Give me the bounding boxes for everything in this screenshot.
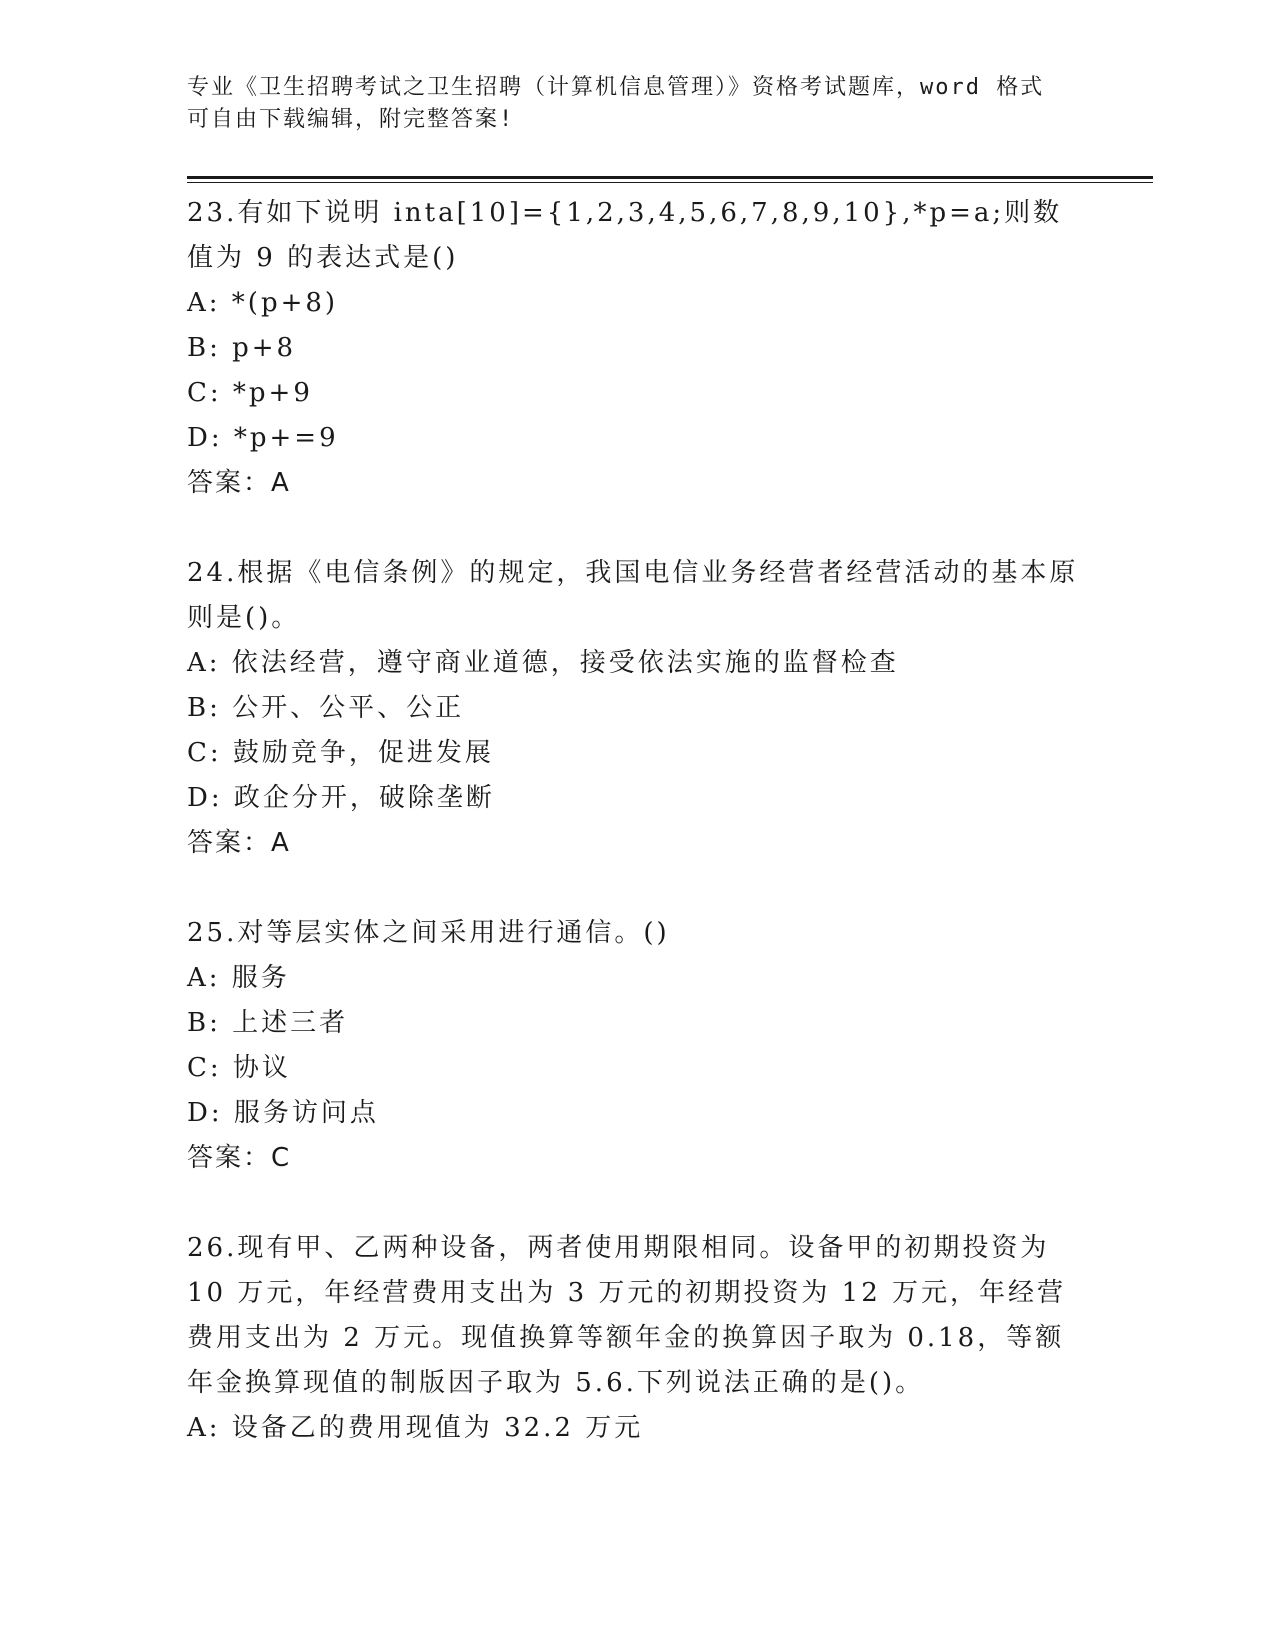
answer: 答案：A — [187, 828, 291, 858]
question-stem: 26.现有甲、乙两种设备，两者使用期限相同。设备甲的初期投资为 10 万元，年经营费用支出为 3 万元的初期投资为 12 万元，年经营费用支出为 2 万元。现值换算等额年金的换算因子取为 0.18，等额年金换算现值的制版因子取为 5.6.下列说法正确的是()。 — [187, 1233, 1067, 1398]
question-stem: 25.对等层实体之间采用进行通信。() — [187, 918, 670, 948]
option-c: C: *p+9 — [187, 378, 313, 408]
option-a: A: 服务 — [187, 963, 290, 993]
option-b: B: 上述三者 — [187, 1008, 349, 1038]
header-title-line-1: 专业《卫生招聘考试之卫生招聘（计算机信息管理）》资格考试题库，word 格式 — [187, 75, 1045, 100]
header-divider-thick — [187, 176, 1153, 179]
question-23 — [187, 191, 1087, 506]
option-c: C: 鼓励竞争，促进发展 — [187, 738, 494, 768]
question-stem: 23.有如下说明 inta[10]={1,2,3,4,5,6,7,8,9,10},*p=a;则数值为 9 的表达式是() — [187, 198, 1063, 273]
option-a: A: 依法经营，遵守商业道德，接受依法实施的监督检查 — [187, 648, 899, 678]
option-d: D: *p+=9 — [187, 423, 339, 453]
header-divider-thin — [187, 182, 1153, 183]
answer: 答案：A — [187, 468, 291, 498]
option-d: D: 政企分开，破除垄断 — [187, 783, 495, 813]
question-24 — [187, 551, 1087, 866]
option-b: B: 公开、公平、公正 — [187, 693, 465, 723]
option-a: A: 设备乙的费用现值为 32.2 万元 — [187, 1413, 644, 1443]
question-list — [187, 191, 1087, 1496]
option-c: C: 协议 — [187, 1053, 291, 1083]
document-header — [187, 72, 1067, 136]
option-a: A: *(p+8) — [187, 288, 339, 318]
header-title-line-2: 可自由下载编辑，附完整答案! — [187, 107, 515, 132]
question-stem: 24.根据《电信条例》的规定，我国电信业务经营者经营活动的基本原则是()。 — [187, 558, 1079, 633]
question-25 — [187, 911, 1087, 1181]
option-d: D: 服务访问点 — [187, 1098, 379, 1128]
option-b: B: p+8 — [187, 333, 297, 363]
question-26 — [187, 1226, 1087, 1451]
answer: 答案：C — [187, 1143, 292, 1173]
